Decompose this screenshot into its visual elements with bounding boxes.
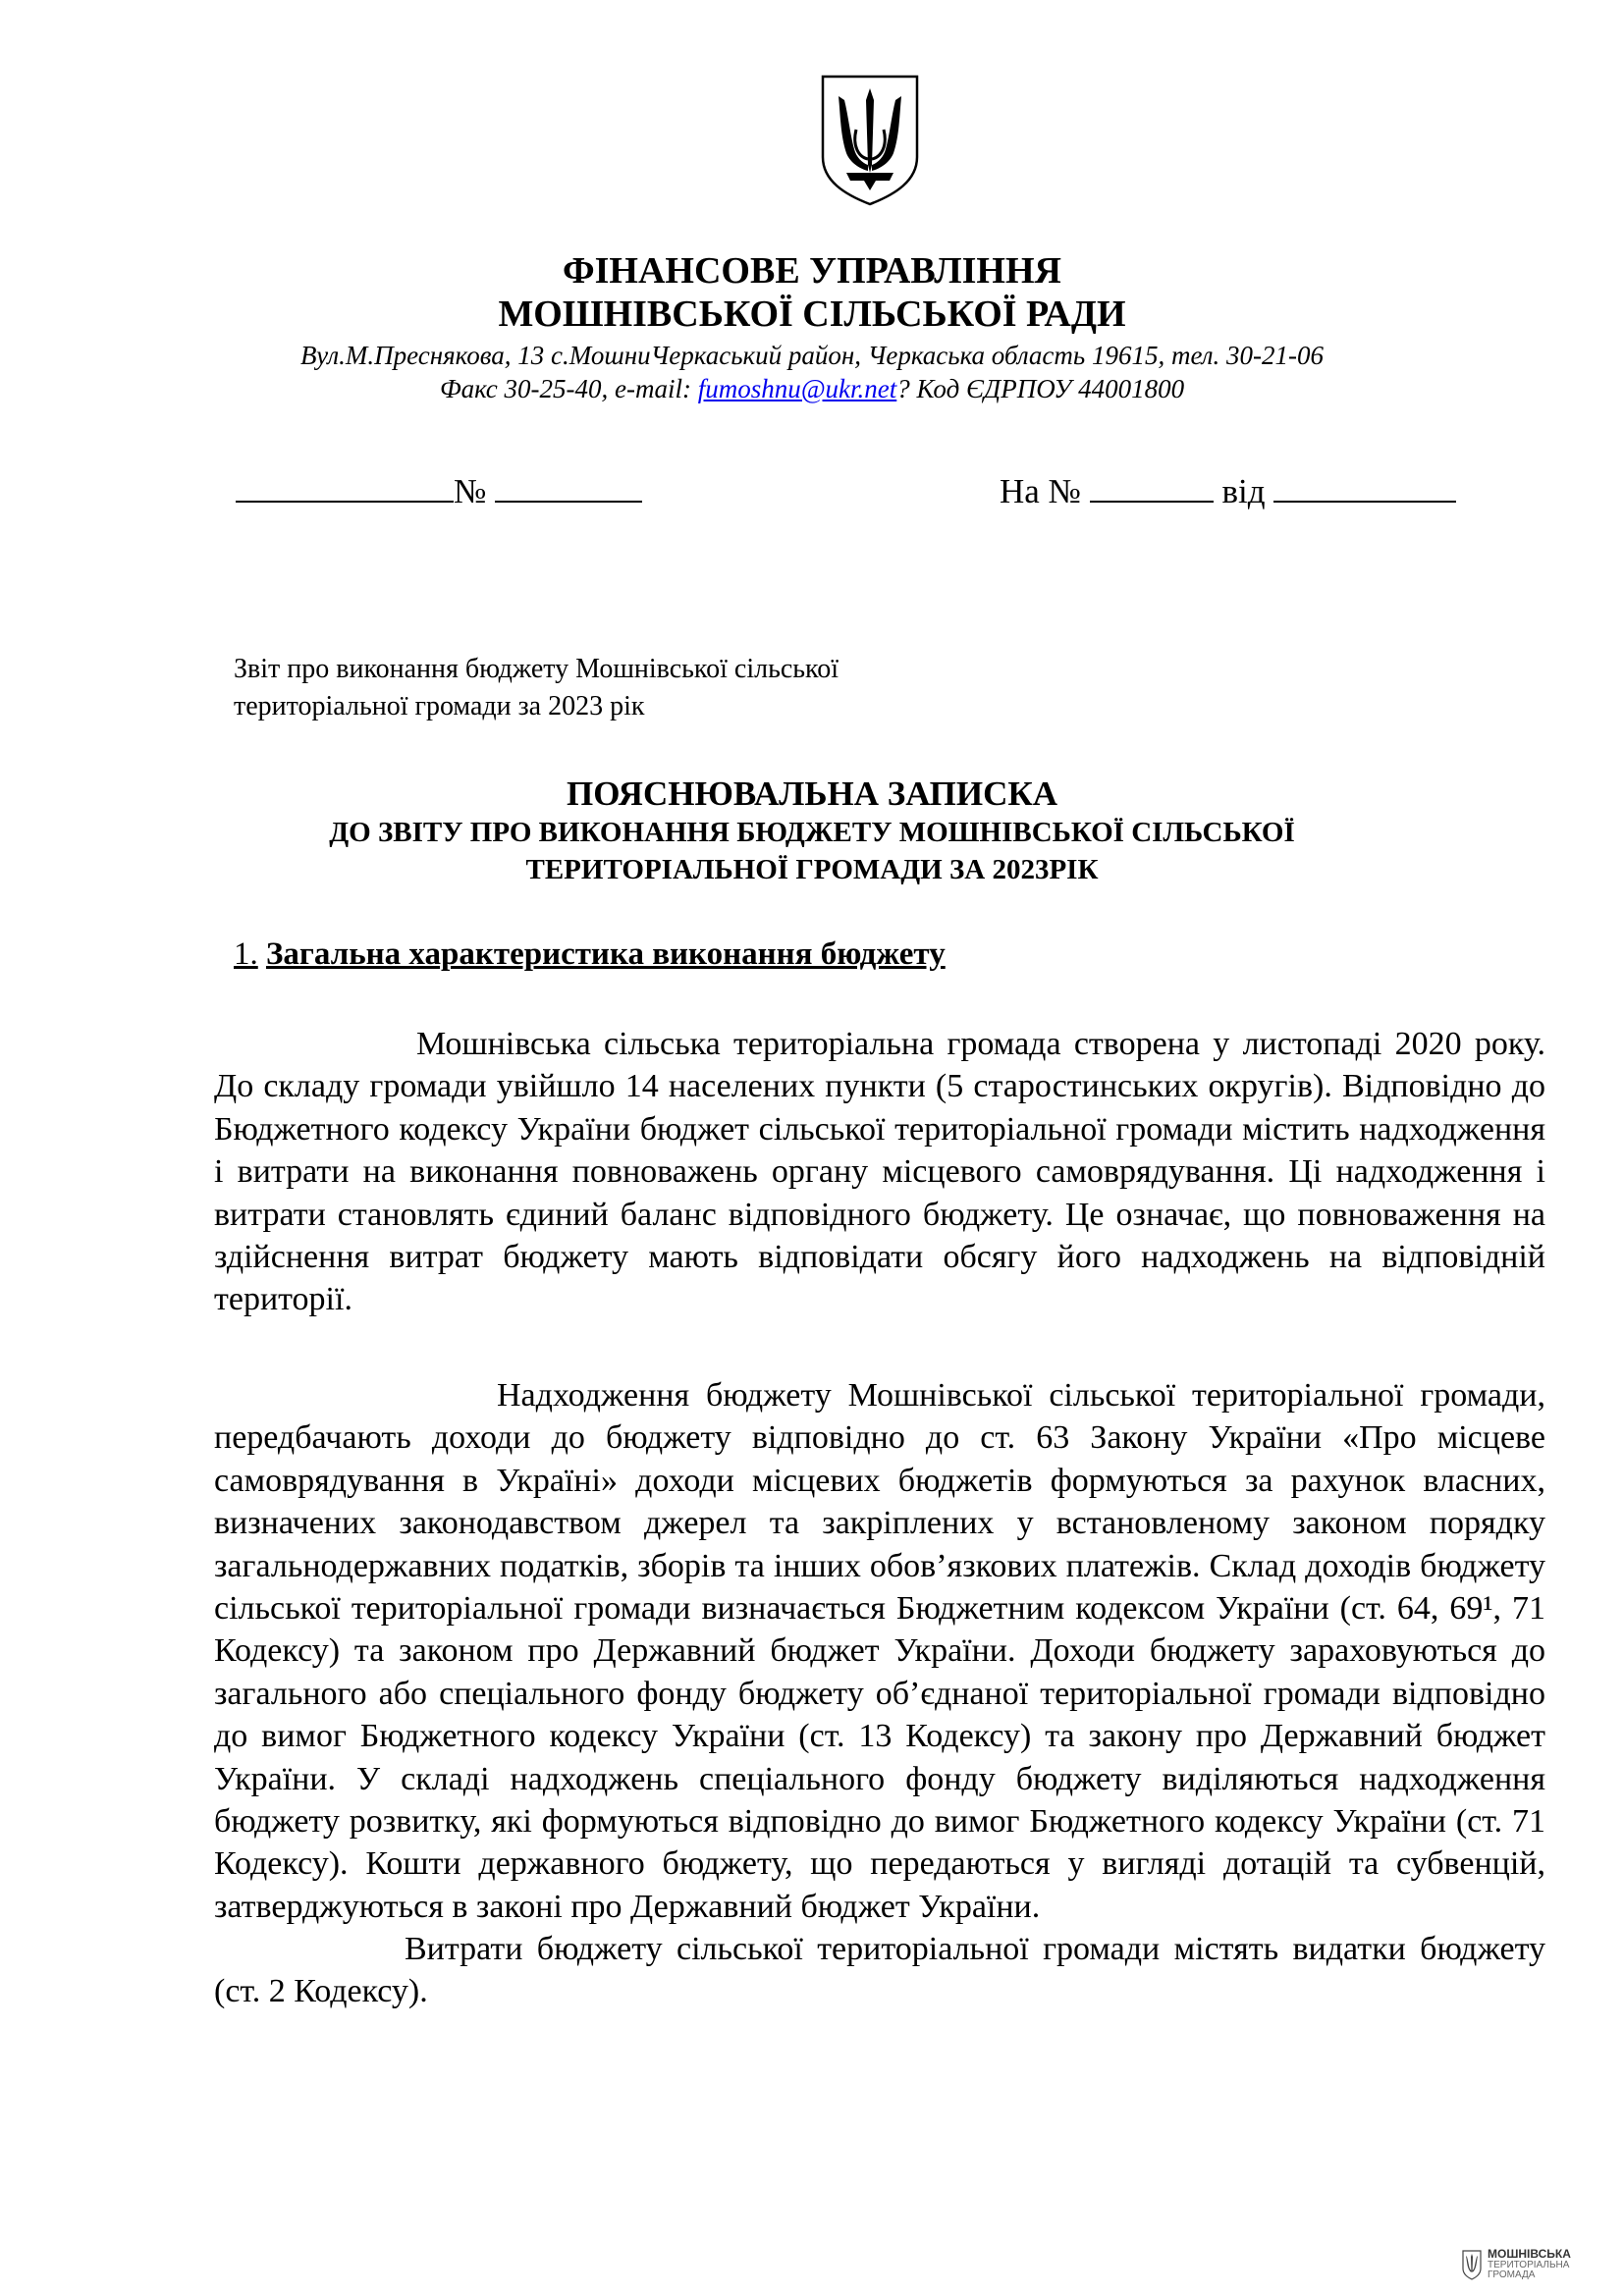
document-subtitle-line1: ДО ЗВІТУ ПРО ВИКОНАННЯ БЮДЖЕТУ МОШНІВСЬКОЇ СІЛЬСЬКОЇ xyxy=(329,817,1295,848)
na-label: На № xyxy=(1000,472,1081,510)
subject-line2: територіальної громади за 2023 рік xyxy=(234,691,645,721)
subject-line1: Звіт про виконання бюджету Мошнівської сільської xyxy=(234,654,839,684)
incoming-number-blank xyxy=(1090,469,1214,503)
trident-mark-icon xyxy=(1461,2249,1483,2280)
org-name-line1: ФІНАНСОВЕ УПРАВЛІННЯ xyxy=(563,250,1061,292)
contact-prefix: Факс 30-25-40, e-mail: xyxy=(439,374,698,403)
coat-of-arms-icon xyxy=(817,71,923,208)
outgoing-reference xyxy=(236,469,642,511)
paragraph-1 xyxy=(214,1023,1545,1321)
document-title: ПОЯСНЮВАЛЬНА ЗАПИСКА xyxy=(566,774,1058,813)
contact-suffix: ? Код ЄДРПОУ 44001800 xyxy=(896,374,1185,403)
paragraph-2-text: Надходження бюджету Мошнівської сільської територіальної громади, передбачають доходи до бюджету відповідно до ст. 63 Закону України «Про місцеве самоврядування в Україні» доходи місцевих бюджетів формуються за рахунок власних, визначених законодавством джерел та закріплених у встановленому законом порядку загальнодержавних податків, зборів та інших обов’язкових платежів. Склад доходів бюджету сільської територіальної громади визначається Бюджетним кодексом України (ст. 64, 69¹, 71 Кодексу) та законом про Державний бюджет України. Доходи бюджету зараховуються до загального або спеціального фонду бюджету об’єднаної територіальної громади відповідно до вимог Бюджетного кодексу України (ст. 13 Кодексу) та закону про Державний бюджет України. У складі надходжень спеціального фонду бюджету виділяються надходження бюджету розвитку, які формуються відповідно до вимог Бюджетного кодексу України (ст. 71 Кодексу). Кошти державного бюджету, що передаються у вигляді дотацій та субвенцій, затверджуються в законі про Державний бюджет України. xyxy=(214,1377,1545,1925)
footer-brand-line2: ТЕРИТОРІАЛЬНА xyxy=(1488,2260,1570,2270)
paragraph-1-text: Мошнівська сільська територіальна громада створена у листопаді 2020 року. До складу громади увійшло 14 населених пункти (5 старостинських округів). Відповідно до Бюджетного кодексу України бюджет сільської територіальної громади містить надходження і витрати на виконання повноважень органу місцевого самоврядування. Ці надходження і витрати становлять єдиний баланс відповідного бюджету. Це означає, що повноваження на здійснення витрат бюджету мають відповідати обсягу його надходжень на відповідній території. xyxy=(214,1026,1545,1318)
section-number: 1. xyxy=(234,936,258,972)
date-blank xyxy=(236,469,454,503)
footer-brand-line1: МОШНІВСЬКА xyxy=(1488,2247,1571,2261)
org-name-line2: МОШНІВСЬКОЇ СІЛЬСЬКОЇ РАДИ xyxy=(498,294,1126,335)
address-line: Вул.М.Преснякова, 13 с.МошниЧеркаський район, Черкаська область 19615, тел. 30-21-06 xyxy=(299,341,1325,370)
document-subtitle-line2: ТЕРИТОРІАЛЬНОЇ ГРОМАДИ ЗА 2023РІК xyxy=(525,854,1099,885)
footer-brand xyxy=(1461,2248,1579,2281)
footer-brand-line3: ГРОМАДА xyxy=(1488,2269,1536,2280)
paragraph-3 xyxy=(214,1928,1545,2013)
contact-line xyxy=(0,373,1624,404)
paragraph-3-text: Витрати бюджету сільської територіальної громади містять видатки бюджету (ст. 2 Кодексу). xyxy=(214,1931,1545,2010)
vid-label: від xyxy=(1221,472,1266,510)
email-link[interactable]: fumoshnu@ukr.net xyxy=(697,374,897,403)
section-title: Загальна характеристика виконання бюджету xyxy=(266,936,946,972)
number-sign: № xyxy=(454,472,487,510)
paragraph-2 xyxy=(214,1374,1545,1928)
section-heading xyxy=(234,934,946,974)
incoming-date-blank xyxy=(1273,469,1456,503)
number-blank xyxy=(495,469,642,503)
incoming-reference xyxy=(1000,469,1456,511)
